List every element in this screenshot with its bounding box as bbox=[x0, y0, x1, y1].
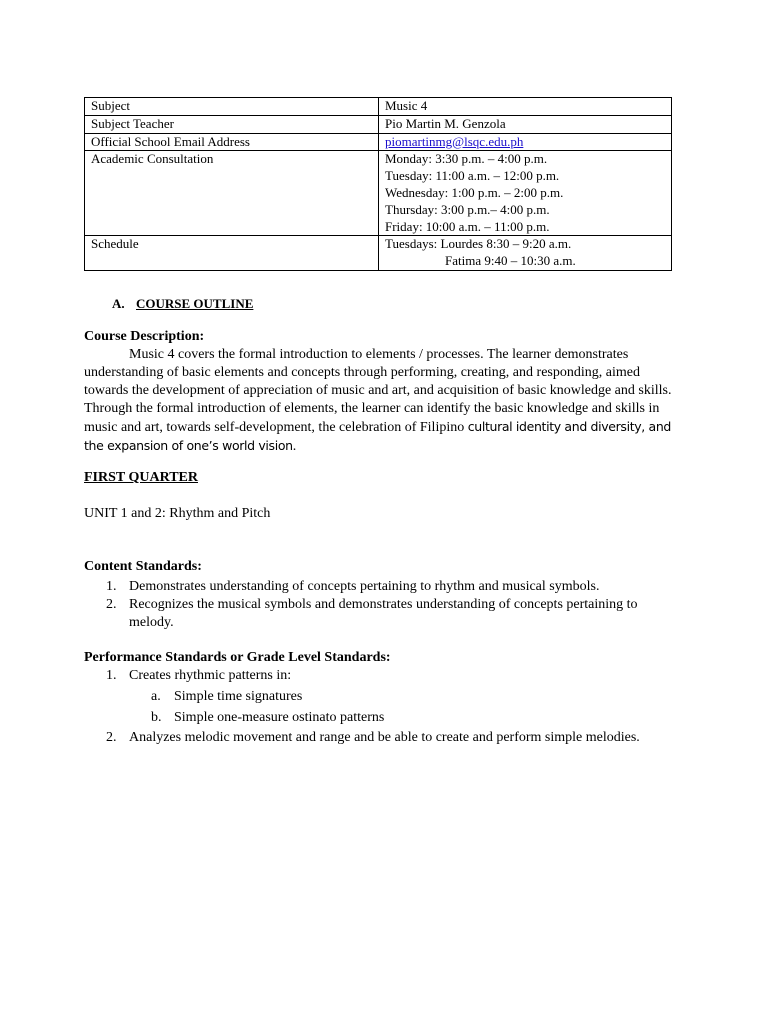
consultation-line: Friday: 10:00 a.m. – 11:00 p.m. bbox=[385, 218, 550, 234]
sub-list-letter: a. bbox=[151, 689, 161, 704]
row-label: Official School Email Address bbox=[85, 133, 379, 151]
course-description-heading: Course Description: bbox=[84, 329, 205, 344]
row-label: Schedule bbox=[85, 236, 379, 271]
content-standards-list bbox=[84, 578, 684, 632]
table-row bbox=[85, 98, 672, 116]
course-description-period: . bbox=[292, 439, 297, 454]
row-value: Music 4 bbox=[379, 98, 672, 116]
list-text: Analyzes melodic movement and range and be able to create and perform simple melodies. bbox=[129, 730, 640, 745]
schedule-line: Tuesdays: Lourdes 8:30 – 9:20 a.m. bbox=[385, 236, 572, 252]
sub-list-text: Simple one-measure ostinato patterns bbox=[174, 710, 385, 725]
table-row bbox=[85, 236, 672, 271]
table-row bbox=[85, 115, 672, 133]
schedule-value bbox=[379, 236, 672, 271]
list-item bbox=[84, 596, 684, 632]
performance-standards-heading: Performance Standards or Grade Level Standards: bbox=[84, 650, 391, 665]
first-quarter-heading: FIRST QUARTER bbox=[84, 470, 198, 485]
consultation-line: Thursday: 3:00 p.m.– 4:00 p.m. bbox=[385, 201, 550, 217]
list-number: 2. bbox=[106, 597, 117, 612]
sub-list-text: Simple time signatures bbox=[174, 689, 303, 704]
row-value bbox=[379, 133, 672, 151]
sub-list-item bbox=[129, 709, 684, 727]
table-row bbox=[85, 133, 672, 151]
row-label: Subject bbox=[85, 98, 379, 116]
list-item bbox=[84, 667, 684, 727]
table-row bbox=[85, 151, 672, 236]
list-text: Demonstrates understanding of concepts pertaining to rhythm and musical symbols. bbox=[129, 579, 600, 594]
course-description-last-line: cultural identity and diversity, and the expansion of one’s world vision bbox=[84, 419, 672, 453]
email-link[interactable]: piomartinmg@lsqc.edu.ph bbox=[385, 133, 524, 149]
sub-list-letter: b. bbox=[151, 710, 162, 725]
performance-standards-list bbox=[84, 667, 684, 747]
course-description-body bbox=[84, 346, 676, 456]
schedule-line: Fatima 9:40 – 10:30 a.m. bbox=[445, 253, 576, 269]
consultation-hours bbox=[379, 151, 672, 236]
sub-list-item bbox=[129, 688, 684, 706]
consultation-line: Tuesday: 11:00 a.m. – 12:00 p.m. bbox=[385, 168, 560, 184]
list-number: 2. bbox=[106, 730, 117, 745]
section-heading bbox=[112, 296, 253, 312]
content-standards-heading: Content Standards: bbox=[84, 559, 202, 574]
section-letter: A. bbox=[112, 296, 125, 311]
list-item bbox=[84, 578, 684, 596]
list-item bbox=[84, 729, 684, 747]
row-label: Subject Teacher bbox=[85, 115, 379, 133]
section-title: COURSE OUTLINE bbox=[136, 296, 254, 311]
row-value: Pio Martin M. Genzola bbox=[379, 115, 672, 133]
list-text: Creates rhythmic patterns in: bbox=[129, 668, 292, 683]
list-number: 1. bbox=[106, 668, 117, 683]
list-number: 1. bbox=[106, 579, 117, 594]
unit-title: UNIT 1 and 2: Rhythm and Pitch bbox=[84, 506, 271, 521]
consultation-line: Wednesday: 1:00 p.m. – 2:00 p.m. bbox=[385, 184, 564, 200]
course-description-text: Music 4 covers the formal introduction to elements / processes. The learner demonstrates understanding of basic elements and concepts through performing, creating, and responding, aimed towards the development of appreciation of music and art, and acquisition of basic knowledge and skills. Through the formal introduction of elements, the learner can identify the basic knowledge and skills in music and art, towards self-development, the celebration of Filipino bbox=[84, 347, 672, 435]
row-label: Academic Consultation bbox=[85, 151, 379, 236]
sub-list bbox=[129, 688, 684, 727]
subject-info-table bbox=[84, 97, 672, 271]
list-text: Recognizes the musical symbols and demonstrates understanding of concepts pertaining to melody. bbox=[129, 597, 638, 630]
consultation-line: Monday: 3:30 p.m. – 4:00 p.m. bbox=[385, 151, 548, 167]
